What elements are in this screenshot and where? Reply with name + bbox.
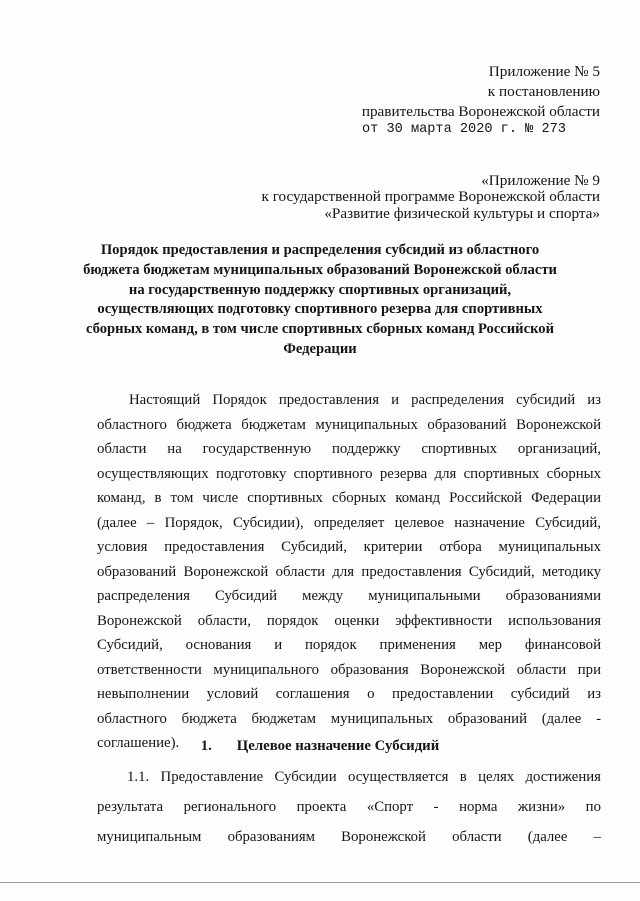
paragraph-line: Настоящий Порядок предоставления и распределения субсидий из: [129, 392, 601, 408]
paragraph-line: распределения Субсидий между муниципальными образованиями: [97, 588, 601, 604]
paragraph-line: результата регионального проекта «Спорт - норма жизни» по: [97, 799, 601, 815]
title-line: Федерации: [283, 340, 357, 357]
paragraph-line: осуществляющих подготовку спортивного резерва для спортивных сборных: [97, 465, 601, 482]
paragraph-line: муниципальным образованиям Воронежской области (далее –: [97, 829, 601, 845]
title-line: осуществляющих подготовку спортивного резерва для спортивных: [97, 301, 543, 318]
paragraph-line: 1.1. Предоставление Субсидии осуществляется в целях достижения: [127, 769, 601, 785]
paragraph-line: областного бюджета бюджетам муниципальных образований (далее -: [97, 710, 601, 727]
title-line: сборных команд, в том числе спортивных сборных команд Российской: [86, 321, 554, 338]
resolution-date-number: от 30 марта 2020 г. № 273: [362, 122, 566, 137]
section-title: Целевое назначение Субсидий: [236, 738, 440, 754]
paragraph-line: образований Воронежской области для предоставления Субсидий, методику: [97, 563, 601, 580]
paragraph-line: области на государственную поддержку спортивных организаций,: [97, 441, 601, 457]
program-appendix-program: к государственной программе Воронежской области: [261, 188, 600, 205]
document-title: [70, 241, 570, 360]
title-line: Порядок предоставления и распределения субсидий из областного: [100, 242, 540, 258]
title-line: бюджета бюджетам муниципальных образований Воронежской области: [83, 261, 557, 278]
appendix-to-resolution: к постановлению: [487, 83, 600, 100]
intro-paragraph: [97, 388, 601, 756]
paragraph-line: (далее – Порядок, Субсидии), определяет целевое назначение Субсидий,: [97, 514, 601, 531]
scan-edge-line: [0, 882, 640, 883]
title-line: на государственную поддержку спортивных организаций,: [128, 281, 512, 298]
section-heading: [0, 737, 640, 755]
program-appendix-name: «Развитие физической культуры и спорта»: [324, 205, 600, 222]
section-1-body: [97, 762, 601, 852]
paragraph-line: ответственности муниципального образования Воронежской области при: [97, 661, 601, 678]
paragraph-line: областного бюджета бюджетам муниципальных образований Воронежской: [97, 416, 601, 433]
appendix-government: правительства Воронежской области: [361, 103, 600, 120]
paragraph-line: невыполнении условий соглашения о предоставлении субсидий из: [97, 686, 601, 702]
section-number: 1.: [200, 738, 212, 754]
paragraph-line: Воронежской области, порядок оценки эффективности использования: [97, 612, 601, 629]
paragraph-line: команд, в том числе спортивных сборных команд Российской Федерации: [97, 490, 601, 506]
program-appendix-number: «Приложение № 9: [481, 172, 600, 189]
appendix-number: Приложение № 5: [488, 63, 600, 80]
paragraph-line: условия предоставления Субсидий, критерии отбора муниципальных: [97, 539, 601, 555]
paragraph-line: соглашение).: [97, 735, 180, 751]
paragraph-line: Субсидий, основания и порядок применения мер финансовой: [97, 637, 601, 653]
